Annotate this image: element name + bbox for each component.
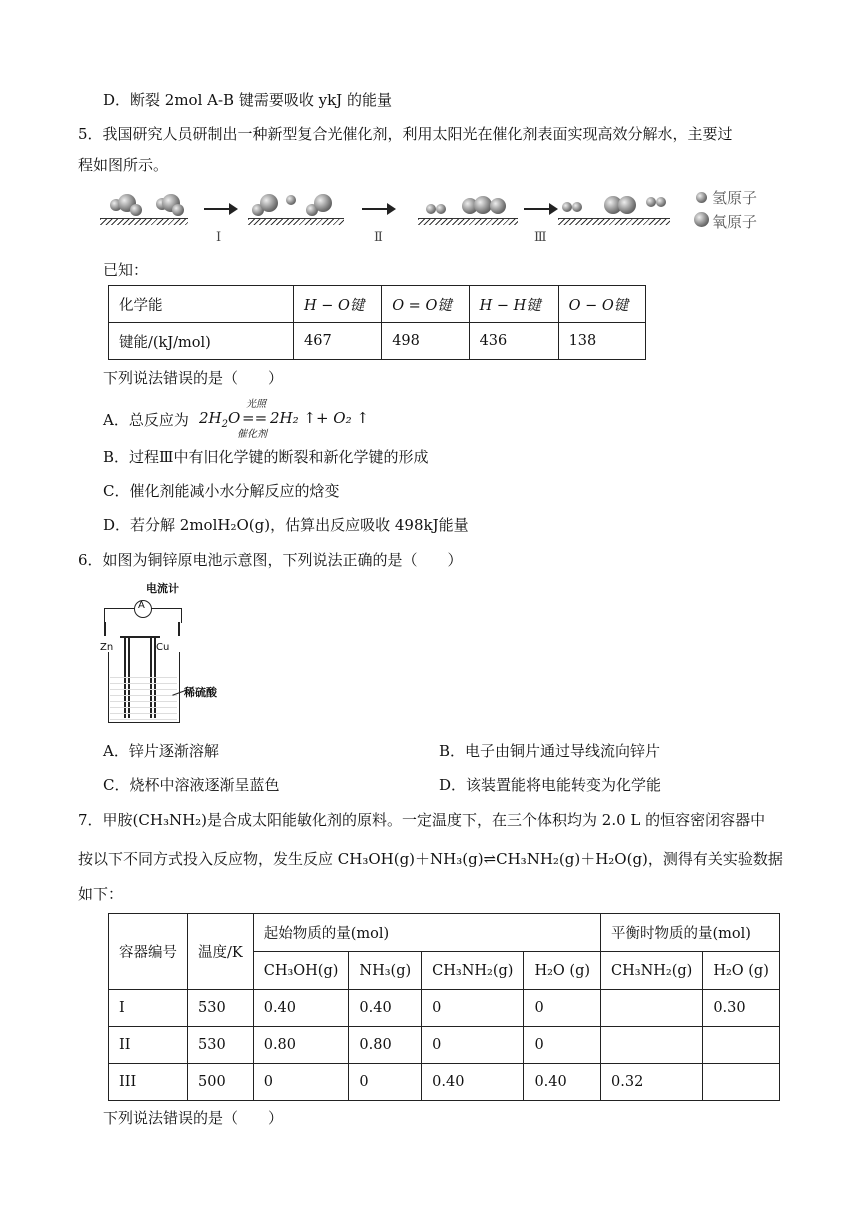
cell (601, 990, 703, 1027)
bond-cell: 键能/(kJ/mol) (109, 323, 294, 360)
bond-cell: O − O键 (558, 286, 645, 323)
bond-cell: 498 (382, 323, 469, 360)
q6-option-c: C．烧杯中溶液逐渐呈蓝色 (103, 776, 280, 794)
q7-stem-line1: 7．甲胺(CH₃NH₂)是合成太阳能敏化剂的原料。一定温度下，在三个体积均为 2.0 L 的恒容密闭容器中 (78, 811, 766, 829)
label-ammeter: 电流计 (146, 582, 179, 595)
q4-option-d: D．断裂 2mol A-B 键需要吸收 ykJ 的能量 (103, 91, 392, 109)
eq-left: $2H_2O$ (199, 409, 241, 430)
header-container: 容器编号 (109, 914, 188, 990)
q6-option-b: B．电子由铜片通过导线流向锌片 (439, 742, 661, 760)
cell: 0.40 (253, 990, 349, 1027)
bond-cell: H − O键 (294, 286, 382, 323)
hydrogen-atom-icon (696, 192, 707, 203)
label-zn: Zn (100, 642, 114, 653)
eq-condition-bottom: 催化剂 (237, 429, 267, 440)
water-splitting-figure (100, 186, 780, 250)
stage-label-2: Ⅱ (374, 230, 383, 245)
q7-stem-line3: 如下： (78, 885, 124, 903)
q5-option-d: D．若分解 2molH₂O(g)，估算出反应吸收 498kJ能量 (103, 516, 469, 534)
cell: 0 (422, 990, 524, 1027)
label-a: A (138, 600, 145, 611)
cell: 0 (349, 1064, 422, 1101)
q6-stem: 6．如图为铜锌原电池示意图，下列说法正确的是（ ） (78, 551, 463, 569)
cell: 0.40 (349, 990, 422, 1027)
table-row (109, 990, 780, 1027)
q5-stem-line1: 5．我国研究人员研制出一种新型复合光催化剂，利用太阳光在催化剂表面实现高效分解水，主要过 (78, 125, 733, 143)
cell: 0.32 (601, 1064, 703, 1101)
subheader-cell: H₂O (g) (703, 952, 780, 990)
q5-option-c: C．催化剂能减小水分解反应的焓变 (103, 482, 340, 500)
q7-stem-line2: 按以下不同方式投入反应物，发生反应 CH₃OH(g)＋NH₃(g)⇌CH₃NH₂(g)＋H₂O(g)，测得有关实验数据 (78, 850, 783, 868)
q5-stem-line2: 程如图所示。 (78, 156, 169, 174)
bond-cell: O = O键 (382, 286, 469, 323)
cell: 0 (524, 1027, 601, 1064)
cell (703, 1064, 780, 1101)
legend-oxygen: 氧原子 (712, 213, 758, 231)
stage-label-1: Ⅰ (216, 230, 222, 245)
cell: 0 (253, 1064, 349, 1101)
subheader-cell: H₂O (g) (524, 952, 601, 990)
cell: 0 (422, 1027, 524, 1064)
cell: 500 (188, 1064, 254, 1101)
cell: 0.40 (524, 1064, 601, 1101)
bond-cell: 138 (558, 323, 645, 360)
cell: 0.30 (703, 990, 780, 1027)
cell: 0 (524, 990, 601, 1027)
q7-question: 下列说法错误的是（ ） (103, 1109, 284, 1127)
header-eq: 平衡时物质的量(mol) (601, 914, 780, 952)
stage-label-3: Ⅲ (534, 230, 547, 245)
eq-sign: == (242, 409, 268, 427)
cell: 0.80 (253, 1027, 349, 1064)
cell: II (109, 1027, 188, 1064)
bond-cell: H − H键 (469, 286, 558, 323)
q5-known: 已知： (103, 261, 149, 279)
subheader-cell: CH₃OH(g) (253, 952, 349, 990)
header-start: 起始物质的量(mol) (253, 914, 600, 952)
cell: 530 (188, 990, 254, 1027)
eq-condition-top: 光照 (246, 399, 266, 410)
label-acid: 稀硫酸 (184, 686, 217, 699)
cell: III (109, 1064, 188, 1101)
cell: I (109, 990, 188, 1027)
subheader-cell: CH₃NH₂(g) (422, 952, 524, 990)
bond-cell: 467 (294, 323, 382, 360)
bond-cell: 化学能 (109, 286, 294, 323)
subheader-cell: CH₃NH₂(g) (601, 952, 703, 990)
cell: 530 (188, 1027, 254, 1064)
option-a-prefix: A．总反应为 (103, 411, 189, 429)
q6-option-a: A．锌片逐渐溶解 (103, 742, 219, 760)
bond-cell: 436 (469, 323, 558, 360)
q5-option-b: B．过程Ⅲ中有旧化学键的断裂和新化学键的形成 (103, 448, 429, 466)
galvanic-cell-figure (100, 580, 217, 730)
header-temp: 温度/K (188, 914, 254, 990)
oxygen-atom-icon (694, 212, 709, 227)
legend-hydrogen: 氢原子 (712, 189, 758, 207)
experiment-data-table (108, 913, 780, 1101)
table-row (109, 1064, 780, 1101)
q5-question: 下列说法错误的是（ ） (103, 369, 284, 387)
q6-option-d: D．该装置能将电能转变为化学能 (439, 776, 662, 794)
bond-energy-table (108, 285, 646, 360)
eq-right: 2H₂ ↑+ O₂ ↑ (270, 409, 369, 427)
label-cu: Cu (156, 642, 170, 653)
cell (703, 1027, 780, 1064)
subheader-cell: NH₃(g) (349, 952, 422, 990)
cell: 0.40 (422, 1064, 524, 1101)
cell: 0.80 (349, 1027, 422, 1064)
table-row (109, 1027, 780, 1064)
cell (601, 1027, 703, 1064)
